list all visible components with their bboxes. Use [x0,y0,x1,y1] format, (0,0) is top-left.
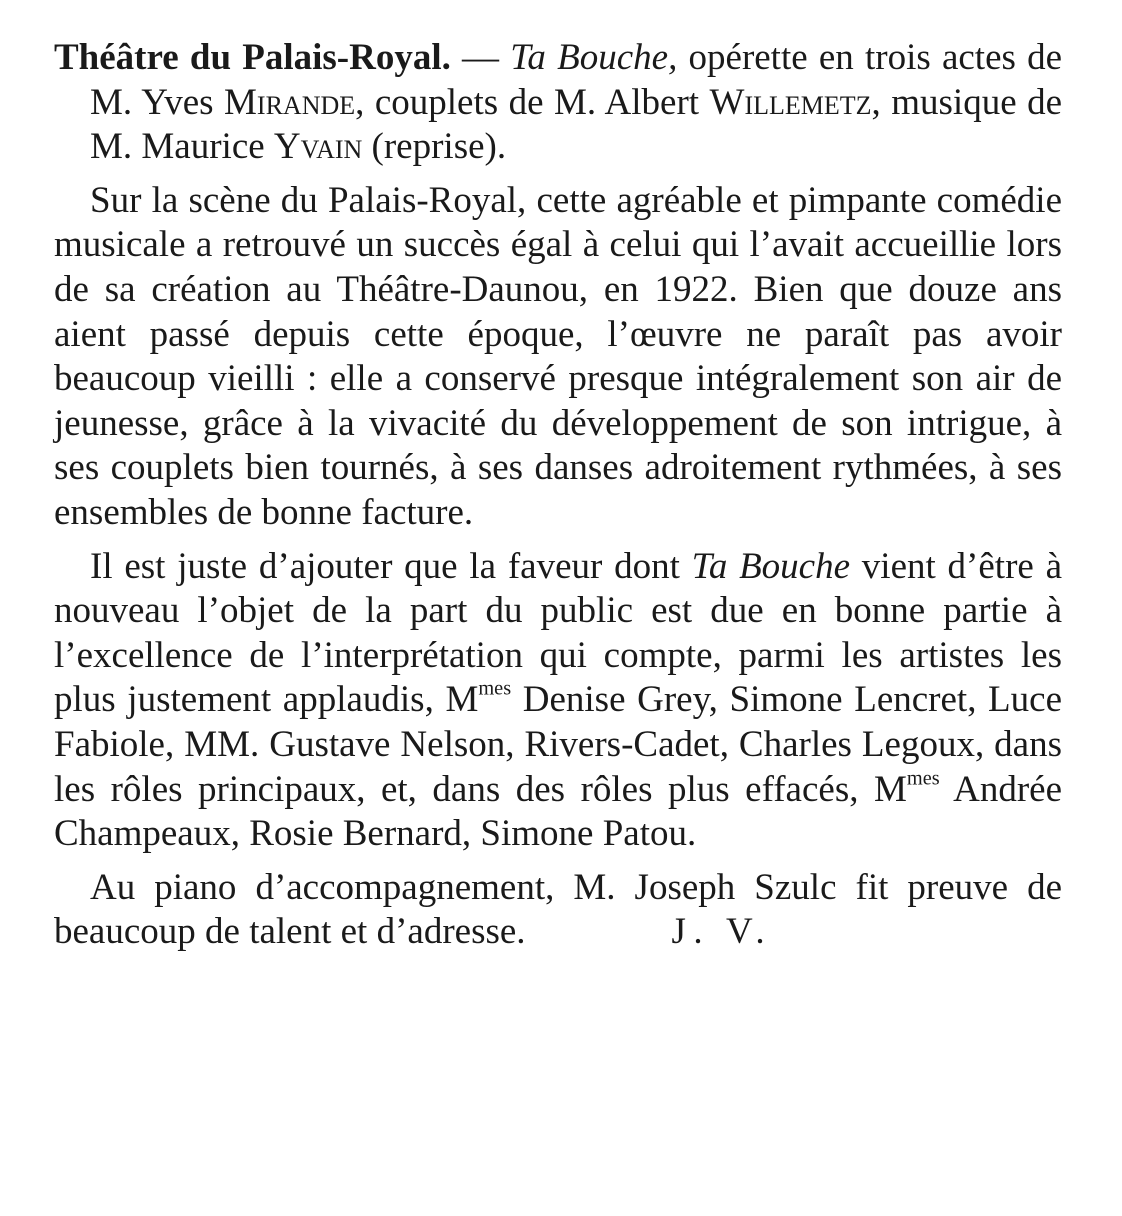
paragraph-2-work-title: Ta Bouche [691,545,851,587]
heading-text-3: , musique de M. Maurice [90,81,1062,168]
paragraph-2-text-b: vient d’être à nouveau l’objet de la part du public est due en bonne partie à l’excellence de l’interprétation qui compte, parmi les artistes les plus justement applaudis, M [54,545,1062,721]
heading-dash: — [450,37,511,78]
theatre-name: Théâtre du Palais-Royal. [54,37,451,78]
paragraph-2-text-c: Denise Grey, Simone Lencret, Luce Fabiole, MM. Gustave Nelson, Rivers-Cadet, Charles Legoux, dans les rôles principaux, et, dans des rôles plus effacés, M [54,679,1063,810]
heading-text-1: opérette en trois actes de M. Yves [90,37,1063,123]
paragraph-2-text-d: Andrée Champeaux, Rosie Bernard, Simone Patou. [54,768,1062,855]
author-mirande: Mirande [224,81,356,123]
author-willemetz: Willemetz [709,81,872,123]
paragraph-2-text-a: Il est juste d’ajouter que la faveur dont [90,545,692,587]
work-title: Ta Bouche, [510,37,678,78]
author-yvain: Yvain [273,126,363,168]
author-signature: J. V. [671,911,772,953]
paragraph-2 [54,545,1062,857]
heading-text-4: (reprise). [362,126,507,168]
review-page [54,36,1062,955]
paragraph-3-text: Au piano d’accompagnement, M. Joseph Szulc fit preuve de beaucoup de talent et d’adresse. [54,866,1062,953]
review-heading [54,36,1062,170]
paragraph-3 [54,866,1062,955]
paragraph-1: Sur la scène du Palais-Royal, cette agréable et pimpante comédie musicale a retrouvé un succès égal à celui qui l’avait accueillie lors de sa création au Théâtre-Daunou, en 1922. Bien que douze ans aient passé depuis cette époque, l’œuvre ne paraît pas avoir beaucoup vieilli : elle a conservé presque intégralement son air de jeunesse, grâce à la vivacité du développement de son intrigue, à ses couplets bien tournés, à ses danses adroitement rythmées, à ses ensembles de bonne facture. [54,179,1062,533]
paragraph-2-superscript-2: mes [906,767,940,790]
paragraph-2-superscript-1: mes [478,678,512,701]
heading-text-2: , couplets de M. Albert [355,81,710,123]
